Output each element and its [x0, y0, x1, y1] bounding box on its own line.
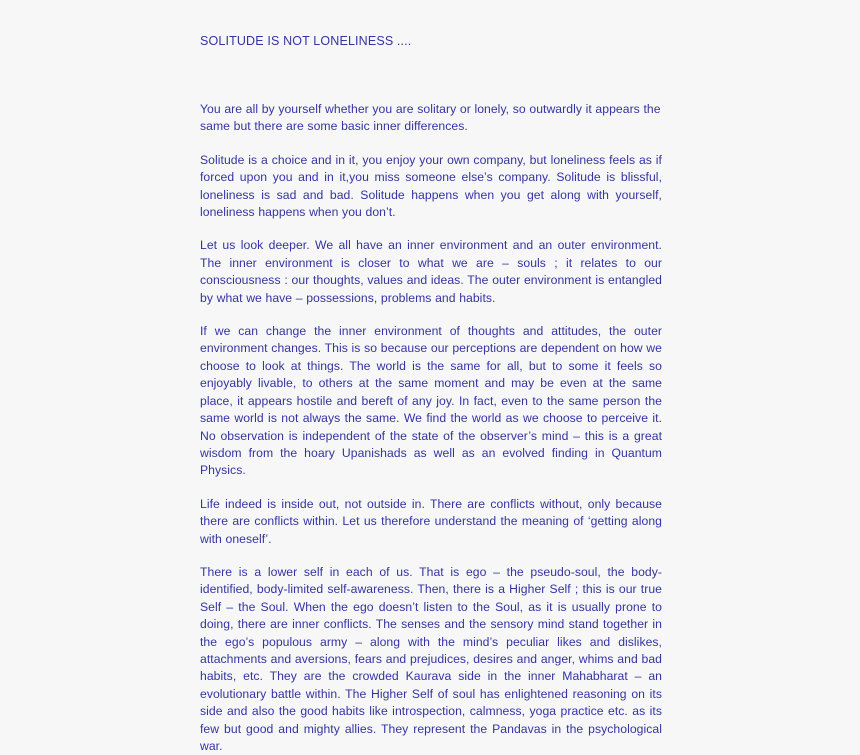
paragraph-6: There is a lower self in each of us. That is ego – the pseudo-soul, the body-identified, body-limited self-awareness. Then, there is a Higher Self ; this is our true Self – the Soul. When the ego doesn’t listen to the Soul, as it is usually prone to doing, there are inner conflicts. The senses and the sensory mind stand together in the ego’s populous army – along with the mind’s peculiar likes and dislikes, attachments and aversions, fears and prejudices, desires and anger, whims and bad habits, etc. They are the crowded Kaurava side in the inner Mahabharat – an evolutionary battle within. The Higher Self of soul has enlightened reasoning on its side and also the good habits like introspection, calmness, yoga practice etc. as its few but good and mighty allies. They represent the Pandavas in the psychological war.	[200, 564, 662, 753]
article-body	[200, 0, 662, 755]
paragraph-4: If we can change the inner environment of thoughts and attitudes, the outer environment changes. This is so because our perceptions are dependent on how we choose to look at things. The world is the same for all, but to some it feels so enjoyably livable, to others at the same moment and may be even at the same place, it appears hostile and bereft of any joy. In fact, even to the same person the same world is not always the same. We find the world as we choose to perceive it. No observation is independent of the state of the observer’s mind – this is a great wisdom from the hoary Upanishads as well as an evolved finding in Quantum Physics.	[200, 324, 662, 478]
paragraph-1: You are all by yourself whether you are solitary or lonely, so outwardly it appears the same but there are some basic inner differences.	[200, 102, 661, 134]
paragraph-2: Solitude is a choice and in it, you enjoy your own company, but loneliness feels as if forced upon you and in it,you miss someone else’s company. Solitude is blissful, loneliness is sad and bad. Solitude happens when you get along with yourself, loneliness happens when you don’t.	[200, 152, 662, 220]
paragraph-3: Let us look deeper. We all have an inner environment and an outer environment. The inner environment is closer to what we are – souls ; it relates to our consciousness : our thoughts, values and ideas. The outer environment is entangled by what we have – possessions, problems and habits.	[200, 238, 662, 305]
page-title: SOLITUDE IS NOT LONELINESS ....	[200, 34, 412, 48]
paragraph-5: Life indeed is inside out, not outside in. There are conflicts without, only because there are conflicts within. Let us therefore understand the meaning of ‘getting along with oneself’.	[200, 496, 662, 546]
title-spacer	[200, 49, 662, 101]
